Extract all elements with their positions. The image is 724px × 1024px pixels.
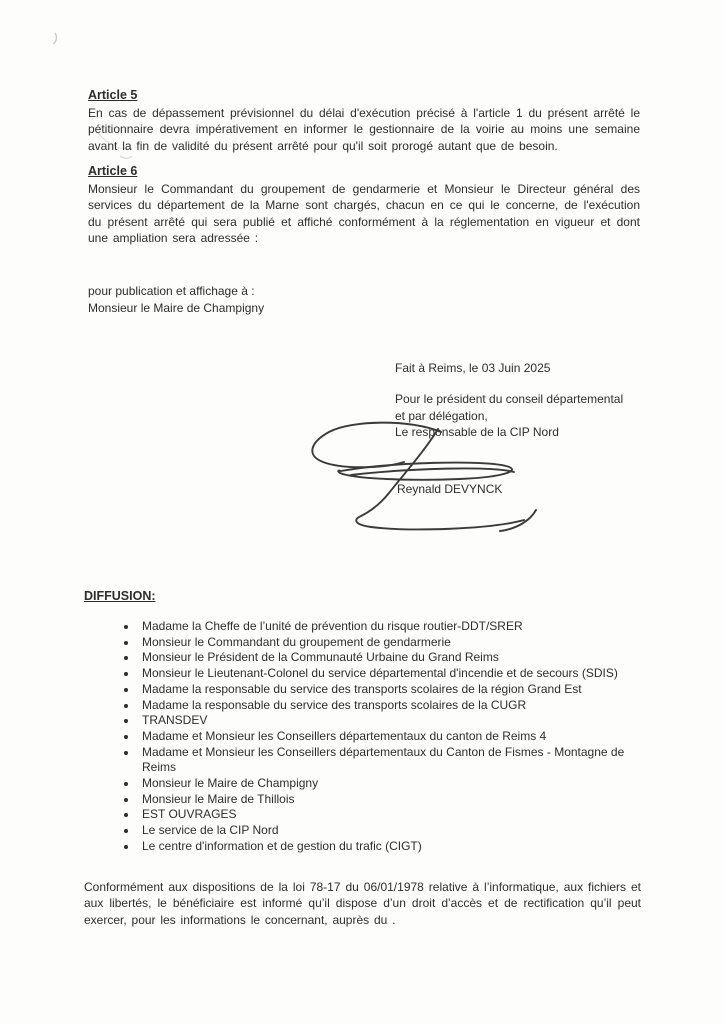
article-6-section — [88, 164, 640, 247]
diffusion-list-item: • Madame la responsable du service des transports scolaires de la CUGR — [138, 698, 644, 714]
diffusion-heading: DIFFUSION: — [84, 589, 156, 603]
diffusion-list-item: • Madame et Monsieur les Conseillers départementaux du Canton de Fismes - Montagne de Reims — [138, 745, 644, 776]
publication-addressee: Monsieur le Maire de Champigny — [88, 300, 265, 315]
article-6-heading: Article 6 — [88, 164, 138, 178]
diffusion-list-item: • Le centre d'information et de gestion du trafic (CIGT) — [138, 839, 644, 855]
handwritten-signature — [300, 418, 545, 543]
article-6-body: Monsieur le Commandant du groupement de gendarmerie et Monsieur le Directeur général des services du département de la Marne sont chargés, chacun en ce qui le concerne, de l'exécution du présent arrêté qui sera publié et affiché conformément à la réglementation en vigueur et dont une ampliation sera adressée : — [88, 182, 640, 246]
diffusion-list-item: • Madame la responsable du service des transports scolaires de la région Grand Est — [138, 682, 644, 698]
diffusion-list — [84, 619, 644, 855]
publication-line: pour publication et affichage à : — [88, 284, 255, 298]
diffusion-list-item: • Monsieur le Président de la Communauté Urbaine du Grand Reims — [138, 650, 644, 666]
signer-name: Reynald DEVYNCK — [397, 482, 503, 496]
signatory-title-line: Le responsable de la CIP Nord — [395, 425, 559, 439]
place-date-line: Fait à Reims, le 03 Juin 2025 — [395, 361, 551, 375]
article-5-body: En cas de dépassement prévisionnel du délai d'exécution précisé à l'article 1 du présent arrêté le pétitionnaire devra impérativement en informer le gestionnaire de la voirie au moins une semaine avant la fin de validité du présent arrêté pour qu'il soit prorogé autant que de besoin. — [88, 106, 640, 153]
diffusion-list-item: • Madame et Monsieur les Conseillers départementaux du canton de Reims 4 — [138, 729, 644, 745]
diffusion-list-item: • EST OUVRAGES — [138, 807, 644, 823]
publication-block — [88, 283, 428, 316]
diffusion-list-item: • Monsieur le Maire de Thillois — [138, 792, 644, 808]
diffusion-list-item: • Monsieur le Maire de Champigny — [138, 776, 644, 792]
diffusion-list-item: • TRANSDEV — [138, 713, 644, 729]
diffusion-list-item: • Le service de la CIP Nord — [138, 823, 644, 839]
diffusion-list-item: • Monsieur le Commandant du groupement de gendarmerie — [138, 635, 644, 651]
diffusion-section — [84, 589, 644, 855]
legal-notice: Conformément aux dispositions de la loi 78-17 du 06/01/1978 relative à l’informatique, aux fichiers et aux libertés, le bénéficiaire est informé qu’il dispose d’un droit d’accès et de rectification qu’il peut exercer, pour les informations le concernant, auprès du . — [84, 880, 641, 927]
article-5-section — [88, 88, 640, 154]
signatory-title-line: et par délégation, — [395, 408, 488, 423]
diffusion-list-item: • Madame la Cheffe de l’unité de prévention du risque routier-DDT/SRER — [138, 619, 644, 635]
article-5-heading: Article 5 — [88, 88, 138, 102]
diffusion-list-item: • Monsieur le Lieutenant-Colonel du service départemental d'incendie et de secours (SDIS) — [138, 666, 644, 682]
signatory-title-line: Pour le président du conseil départemental — [395, 392, 624, 406]
